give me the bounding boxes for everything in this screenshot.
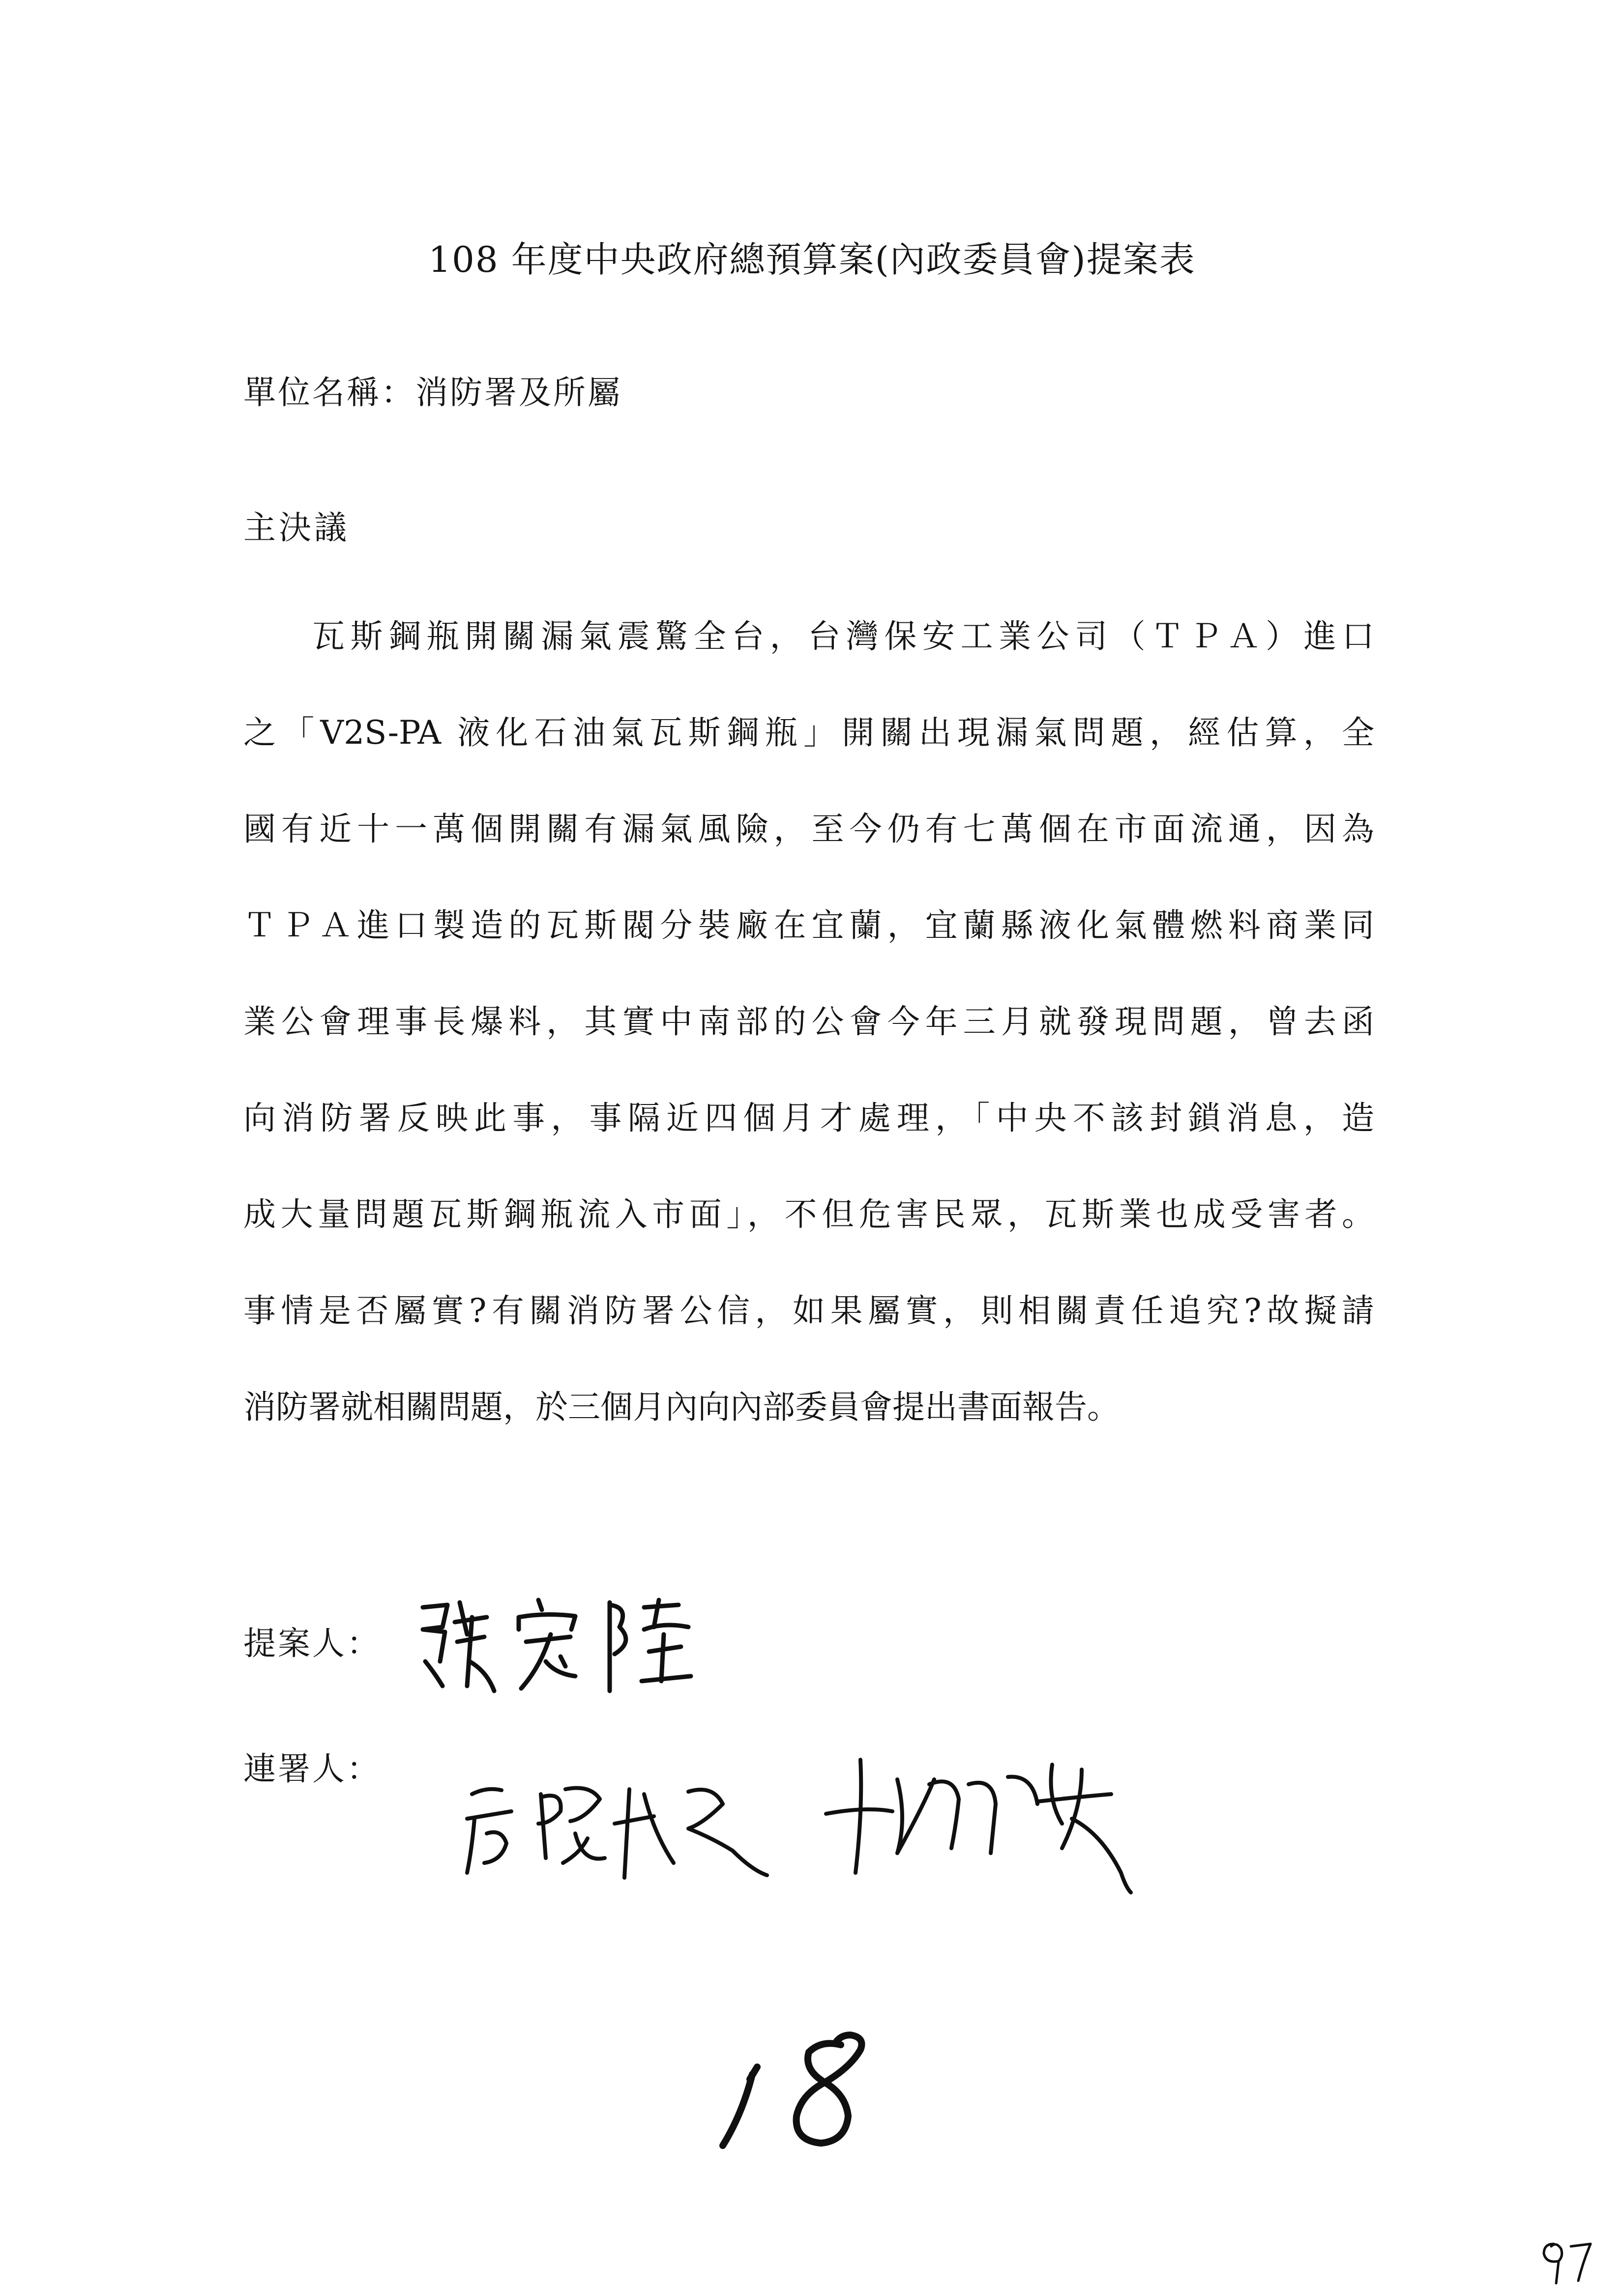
resolution-body: [243, 602, 1374, 1469]
body-line: 向消防署反映此事，事隔近四個月才處理，「中央不該封鎖消息，造: [243, 1099, 1374, 1137]
body-line: 之「V2S-PA 液化石油氣瓦斯鋼瓶」開關出現漏氣問題，經估算，全: [243, 714, 1374, 752]
cosigner-signature-2: [806, 1750, 1151, 1897]
handwritten-number: [703, 2020, 900, 2168]
body-line: 國有近十一萬個開關有漏氣風險，至今仍有七萬個在市面流通，因為: [243, 810, 1374, 848]
proposer-label: 提案人：: [243, 1625, 381, 1662]
cosigner-signature-1: [457, 1765, 772, 1892]
body-line: 瓦斯鋼瓶開關漏氣震驚全台，台灣保安工業公司（ＴＰＡ）進口: [312, 617, 1374, 655]
body-line: ＴＰＡ進口製造的瓦斯閥分裝廠在宜蘭，宜蘭縣液化氣體燃料商業同: [243, 906, 1374, 944]
page-mark: [1534, 2234, 1608, 2288]
body-line: 業公會理事長爆料，其實中南部的公會今年三月就發現問題，曾去函: [243, 1003, 1374, 1041]
body-line: 事情是否屬實?有關消防署公信，如果屬實，則相關責任追究?故擬請: [243, 1292, 1374, 1330]
section-heading: 主決議: [243, 509, 350, 547]
unit-name-line: 單位名稱：消防署及所屬: [243, 374, 622, 411]
cosigner-label: 連署人：: [243, 1750, 381, 1788]
proposer-signature: [413, 1588, 718, 1701]
body-line: 成大量問題瓦斯鋼瓶流入市面」，不但危害民眾，瓦斯業也成受害者。: [243, 1195, 1374, 1233]
body-line: 消防署就相關問題，於三個月內向內部委員會提出書面報告。: [243, 1388, 1120, 1426]
document-title: 108 年度中央政府總預算案(內政委員會)提案表: [428, 239, 1196, 280]
